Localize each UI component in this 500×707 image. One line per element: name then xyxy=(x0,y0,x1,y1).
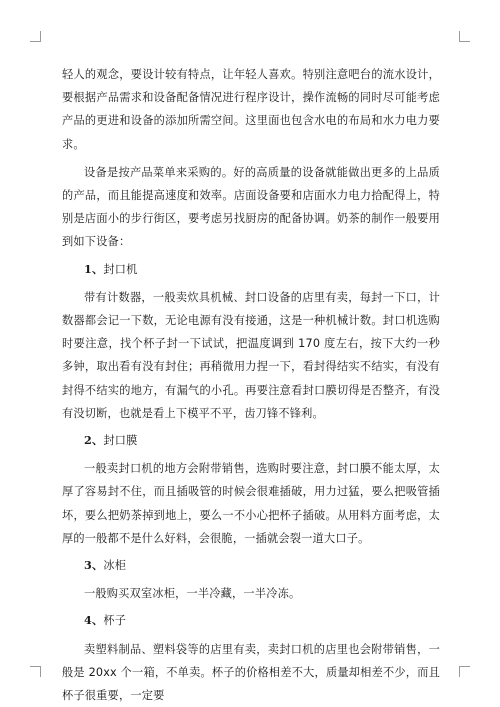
paragraph-sealing-machine: 带有计数器，一般卖炊具机械、封口设备的店里有卖，每封一下口，计数器都会记一下数，无论电源有没有接通，这是一种机械计数。封口机选购时要注意，找个杯子封一下试试，把温度调到 170 度左右，按下大约一秒多钟，取出看有没有封住；再稍微用力捏一下，看封得结实不结实，有没有封得不结实的地方，有漏气的小孔。再要注意看封口膜切得是否整齐，有没有没切断，也就是看上下模平不平，齿刀锋不锋利。 xyxy=(62,290,440,420)
section-title: 封口膜 xyxy=(103,434,138,448)
section-heading-freezer xyxy=(62,554,440,577)
section-number: 4、 xyxy=(84,613,104,628)
paragraph-intro-continued: 轻人的观念，要设计较有特点，让年轻人喜欢。特别注意吧台的流水设计，要根据产品需求和设备配备情况进行程序设计，操作流畅的同时尽可能考虑产品的更进和设备的添加所需空间。这里面也包含水电的布局和水力电力要求。 xyxy=(62,68,440,151)
section-title: 杯子 xyxy=(103,614,127,628)
corner-mark-bottom-left xyxy=(30,666,41,677)
corner-mark-bottom-right xyxy=(459,666,470,677)
section-heading-sealing-machine xyxy=(62,258,440,281)
section-title: 冰柜 xyxy=(103,559,127,573)
document-body xyxy=(62,63,440,707)
paragraph-freezer: 一般购买双室冰柜，一半冷藏，一半冷冻。 xyxy=(84,587,301,601)
corner-mark-top-left xyxy=(30,31,41,42)
section-heading-cups xyxy=(62,609,440,632)
section-number: 3、 xyxy=(84,558,104,573)
section-title: 封口机 xyxy=(103,262,138,276)
corner-mark-top-right xyxy=(459,31,470,42)
paragraph-cups: 卖塑料制品、塑料袋等的店里有卖，卖封口机的店里也会附带销售，一般是 20xx 个一箱，不单卖。杯子的价格相差不大，质量却相差不少，而且杯子很重要，一定要 xyxy=(62,642,440,703)
section-heading-sealing-film xyxy=(62,429,440,452)
paragraph-sealing-film: 一般卖封口机的地方会附带销售，选购时要注意，封口膜不能太厚，太厚了容易封不住，而且插吸管的时候会很难插破，用力过猛，要么把吸管插坏，要么把奶茶掉到地上，要么一不小心把杯子插破。从用料方面考虑，太厚的一般都不是什么好料，会很脆，一插就会裂一道大口子。 xyxy=(62,462,440,545)
section-number: 1、 xyxy=(84,261,104,276)
section-number: 2、 xyxy=(84,433,104,448)
paragraph-equipment-overview: 设备是按产品菜单来采购的。好的高质量的设备就能做出更多的上品质的产品，而且能提高速度和效率。店面设备要和店面水力电力拾配得上，特别是店面小的步行街区，要考虑另找厨房的配备协调。奶茶的制作一般要用到如下设备： xyxy=(62,165,440,249)
